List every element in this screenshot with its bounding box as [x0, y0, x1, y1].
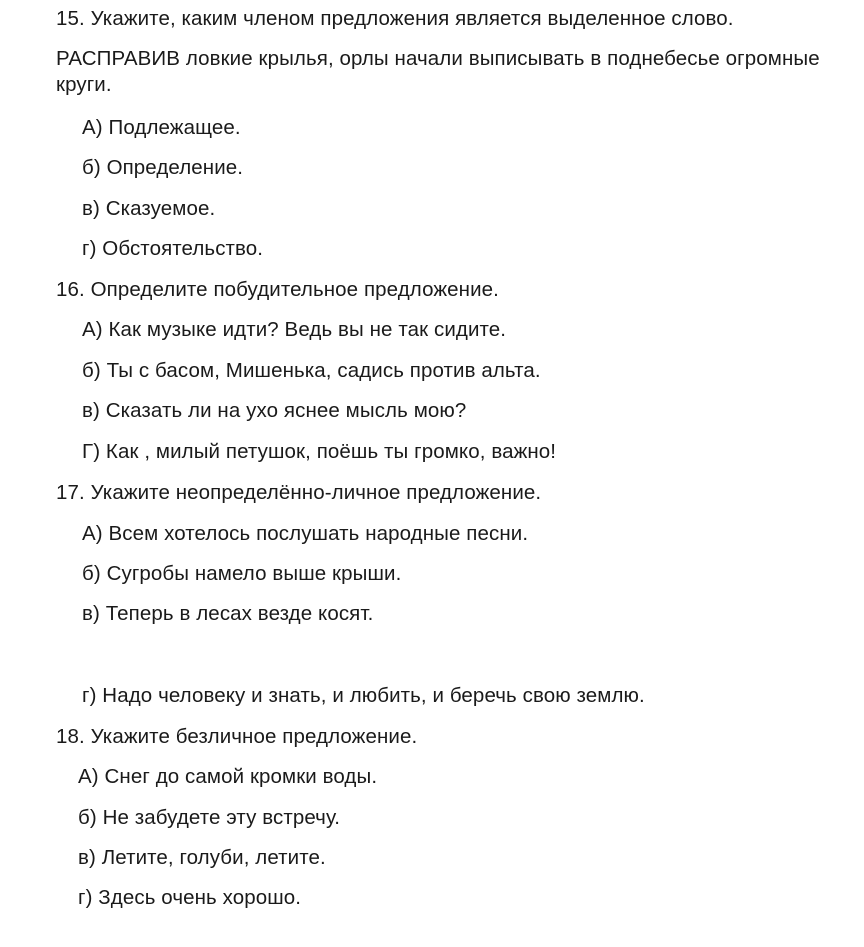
question-16-option-c: в) Сказать ли на ухо яснее мысль мою?	[82, 399, 467, 422]
question-15-sentence-line-1: РАСПРАВИВ ловкие крылья, орлы начали выписывать в поднебесье огромные	[56, 47, 820, 70]
question-15-option-b: б) Определение.	[82, 156, 244, 179]
question-18-option-a: А) Снег до самой кромки воды.	[78, 765, 378, 788]
question-16-option-a: А) Как музыке идти? Ведь вы не так сидите.	[82, 318, 507, 341]
question-17-title: 17. Укажите неопределённо-личное предложение.	[56, 481, 542, 504]
question-18-option-b: б) Не забудете эту встречу.	[78, 806, 341, 829]
question-18-title: 18. Укажите безличное предложение.	[56, 725, 418, 748]
question-15-title: 15. Укажите, каким членом предложения является выделенное слово.	[56, 7, 734, 30]
question-17-option-a: А) Всем хотелось послушать народные песни.	[82, 522, 529, 545]
question-15-option-d: г) Обстоятельство.	[82, 237, 264, 260]
question-15-option-a: А) Подлежащее.	[82, 116, 241, 139]
question-16-option-b: б) Ты с басом, Мишенька, садись против альта.	[82, 359, 541, 382]
question-18-option-d: г) Здесь очень хорошо.	[78, 886, 302, 909]
question-16-title: 16. Определите побудительное предложение.	[56, 278, 499, 301]
question-18-option-c: в) Летите, голуби, летите.	[78, 846, 326, 869]
question-15-sentence-line-2: круги.	[56, 73, 112, 96]
question-15-option-c: в) Сказуемое.	[82, 197, 216, 220]
question-17-option-b: б) Сугробы намело выше крыши.	[82, 562, 402, 585]
question-17-option-d: г) Надо человеку и знать, и любить, и беречь свою землю.	[82, 684, 645, 707]
question-17-option-c: в) Теперь в лесах везде косят.	[82, 602, 374, 625]
question-16-option-d: Г) Как , милый петушок, поёшь ты громко, важно!	[82, 440, 557, 463]
